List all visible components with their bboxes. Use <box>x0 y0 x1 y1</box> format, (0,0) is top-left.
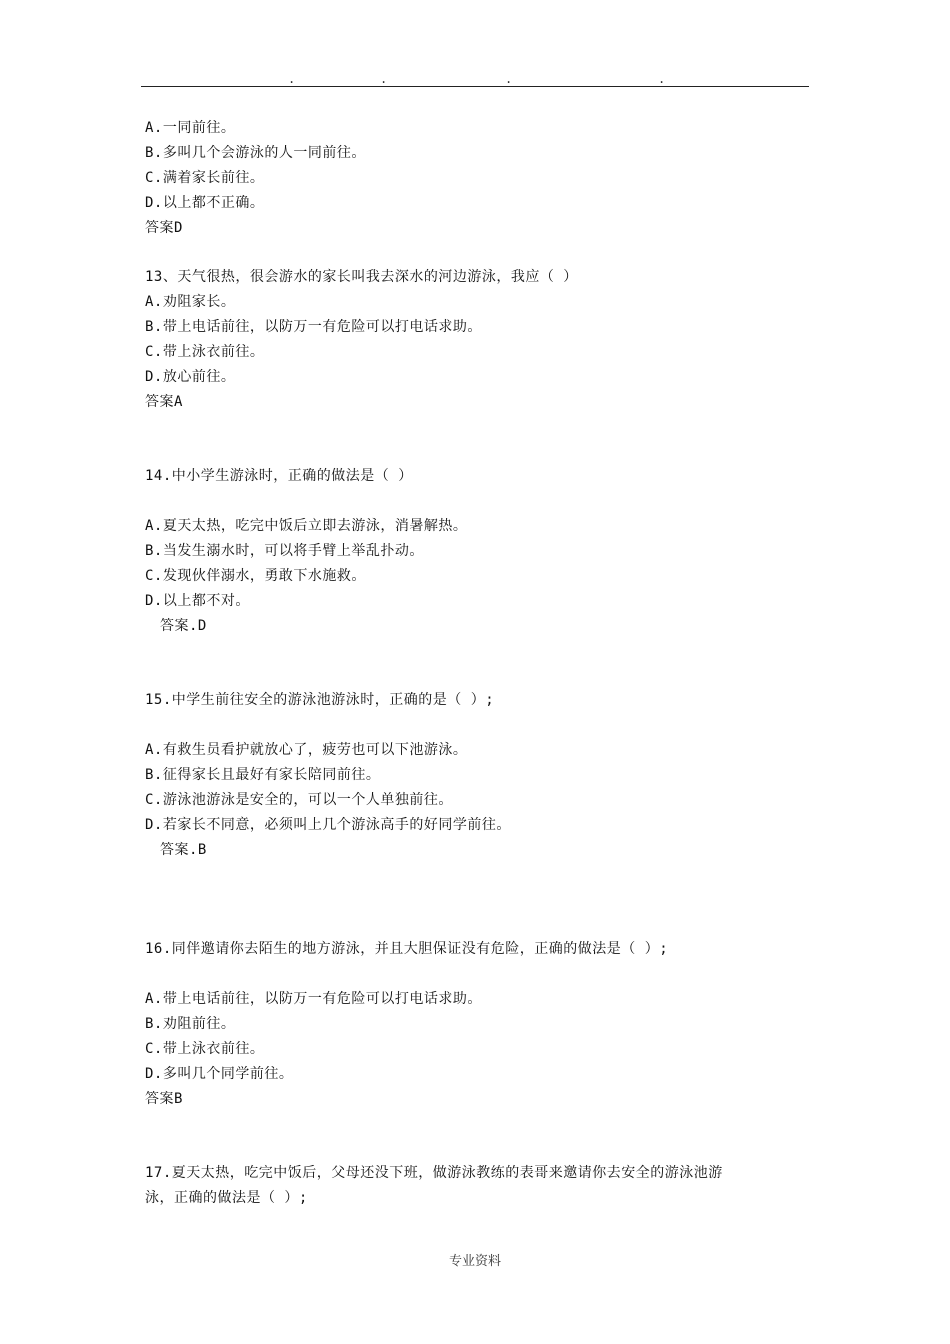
header-dot: . <box>505 72 513 86</box>
option-line: A.有救生员看护就放心了，疲劳也可以下池游泳。 <box>145 742 468 758</box>
option-line: B.当发生溺水时，可以将手臂上举乱扑动。 <box>145 543 424 559</box>
answer-line: 答案.D <box>160 618 207 634</box>
header-rule <box>141 86 809 87</box>
option-line: C.发现伙伴溺水，勇敢下水施救。 <box>145 568 366 584</box>
header-dot: . <box>658 72 666 86</box>
option-line: D.以上都不对。 <box>145 593 250 609</box>
option-line: A.劝阻家长。 <box>145 294 236 310</box>
question-17-continued: 泳，正确的做法是（ ）; <box>145 1190 308 1206</box>
header-dot: . <box>380 72 388 86</box>
option-line: D.以上都不正确。 <box>145 195 265 211</box>
option-line: D.多叫几个同学前往。 <box>145 1066 294 1082</box>
answer-line: 答案D <box>145 220 183 236</box>
option-line: B.劝阻前往。 <box>145 1016 236 1032</box>
option-line: D.放心前往。 <box>145 369 236 385</box>
option-line: A.带上电话前往，以防万一有危险可以打电话求助。 <box>145 991 482 1007</box>
option-line: B.征得家长且最好有家长陪同前往。 <box>145 767 381 783</box>
option-line: B.带上电话前往，以防万一有危险可以打电话求助。 <box>145 319 482 335</box>
option-line: C.带上泳衣前往。 <box>145 1041 265 1057</box>
option-line: C.带上泳衣前往。 <box>145 344 265 360</box>
option-line: C.满着家长前往。 <box>145 170 265 186</box>
option-line: C.游泳池游泳是安全的，可以一个人单独前往。 <box>145 792 453 808</box>
header-dot: . <box>288 72 296 86</box>
question-16: 16.同伴邀请你去陌生的地方游泳，并且大胆保证没有危险，正确的做法是（ ）; <box>145 941 669 957</box>
answer-line: 答案A <box>145 394 183 410</box>
answer-line: 答案.B <box>160 842 207 858</box>
option-line: D.若家长不同意，必须叫上几个游泳高手的好同学前往。 <box>145 817 511 833</box>
option-line: B.多叫几个会游泳的人一同前往。 <box>145 145 366 161</box>
option-line: A.夏天太热，吃完中饭后立即去游泳，消暑解热。 <box>145 518 468 534</box>
question-17: 17.夏天太热，吃完中饭后，父母还没下班，做游泳教练的表哥来邀请你去安全的游泳池游 <box>145 1165 723 1181</box>
page-footer: 专业资料 <box>448 1254 501 1269</box>
answer-line: 答案B <box>145 1091 183 1107</box>
question-14: 14.中小学生游泳时，正确的做法是（ ） <box>145 468 413 484</box>
question-13: 13、天气很热，很会游水的家长叫我去深水的河边游泳，我应（ ） <box>145 269 578 285</box>
question-15: 15.中学生前往安全的游泳池游泳时，正确的是（ ）; <box>145 692 495 708</box>
option-line: A.一同前往。 <box>145 120 236 136</box>
